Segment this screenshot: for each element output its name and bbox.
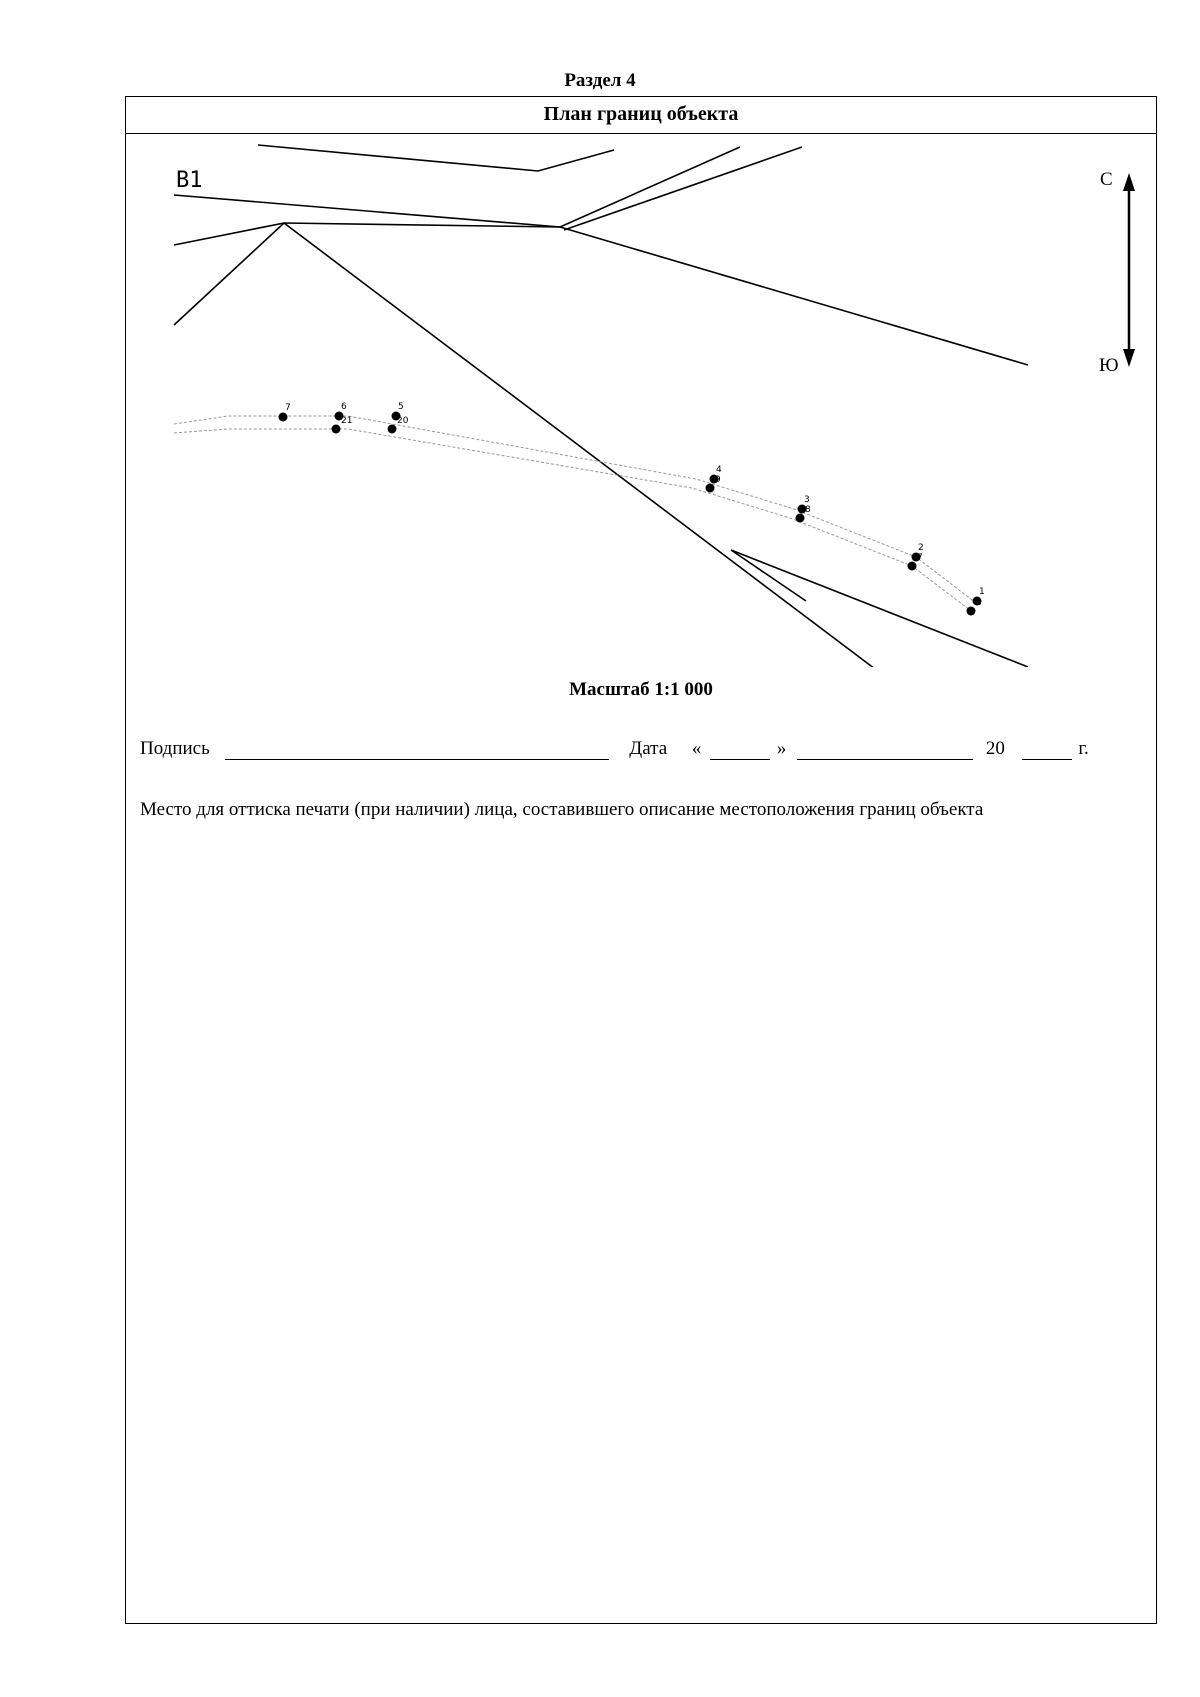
signature-field[interactable]: [225, 739, 609, 760]
year-prefix: 20: [985, 738, 1005, 759]
stamp-placeholder-text: Место для оттиска печати (при наличии) лица, составившего описание местоположения границ объекта: [140, 799, 984, 820]
outer-point-label: 7: [285, 403, 291, 413]
boundary-plan-map: [126, 97, 1155, 667]
date-close-quote: »: [776, 738, 787, 759]
compass-north-label: С: [1100, 169, 1113, 190]
inner-point-label: 7: [917, 553, 923, 563]
road-line-top: [258, 145, 614, 171]
outer-point-label: 2: [918, 543, 924, 553]
inner-point-8: [796, 514, 805, 523]
compass-south-label: Ю: [1099, 355, 1119, 376]
signature-label: Подпись: [140, 738, 210, 759]
road-diagonal: [284, 223, 883, 667]
outer-point-7: [279, 413, 288, 422]
signature-row: [140, 738, 1089, 760]
inner-point-9: [706, 484, 715, 493]
section-title: Раздел 4: [564, 70, 636, 91]
outer-point-label: 4: [716, 465, 722, 475]
plan-title: План границ объекта: [126, 97, 1156, 134]
compass: [1099, 169, 1135, 376]
road-branch-upper: [560, 147, 740, 227]
inner-point-20: [388, 425, 397, 434]
outer-point-label: 1: [979, 587, 985, 597]
outer-point-label: 3: [804, 495, 810, 505]
date-month-field[interactable]: [797, 739, 973, 760]
date-open-quote: «: [691, 738, 702, 759]
date-label: Дата: [629, 738, 668, 759]
road-east: [560, 227, 1028, 365]
road-line-main: [174, 223, 560, 245]
road-branch-lower: [564, 147, 802, 230]
outer-point-label: 6: [341, 402, 347, 412]
outer-point-label: 5: [398, 402, 404, 412]
road-south-branch: [731, 550, 1028, 667]
map-label-b1: В1: [176, 168, 203, 193]
scale-label: Масштаб 1:1 000: [569, 679, 713, 700]
inner-point-label: 8: [976, 598, 982, 608]
plan-frame: [125, 96, 1157, 1624]
inner-point-7: [908, 562, 917, 571]
inner-point-label: 21: [341, 416, 353, 426]
boundary-outer: [174, 416, 976, 603]
inner-point-label: 9: [715, 475, 721, 485]
inner-point-21: [332, 425, 341, 434]
year-suffix: г.: [1078, 738, 1089, 759]
inner-point-label: 8: [805, 505, 811, 515]
inner-point-8: [967, 607, 976, 616]
inner-point-label: 20: [397, 416, 409, 426]
road-line-b1: [174, 195, 560, 227]
date-year-field[interactable]: [1022, 739, 1072, 760]
date-day-field[interactable]: [710, 739, 770, 760]
road-sw: [174, 223, 284, 325]
